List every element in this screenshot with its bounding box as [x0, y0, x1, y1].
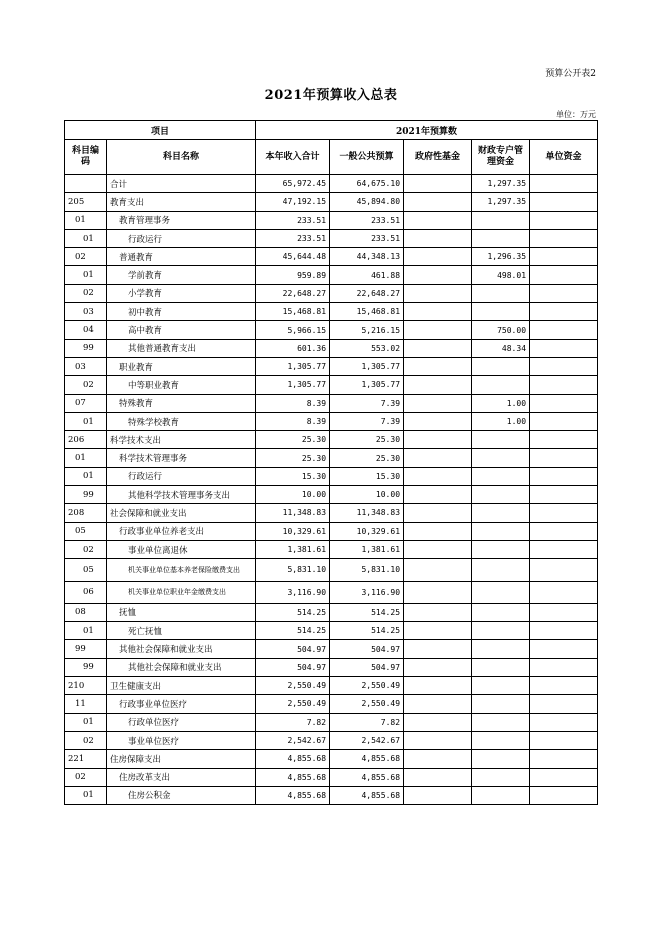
cell-general: 5,831.10: [330, 559, 404, 581]
cell-special: [472, 303, 530, 321]
cell-fund: [404, 193, 472, 211]
cell-special: [472, 768, 530, 786]
cell-special: [472, 504, 530, 522]
cell-total: 2,542.67: [256, 731, 330, 749]
cell-name: 事业单位医疗: [107, 731, 256, 749]
cell-special: [472, 376, 530, 394]
cell-unit: [530, 622, 598, 640]
cell-total: 504.97: [256, 640, 330, 658]
cell-unit: [530, 695, 598, 713]
cell-name: 抚恤: [107, 603, 256, 621]
cell-unit: [530, 248, 598, 266]
table-row: [65, 467, 598, 485]
cell-general: 7.39: [330, 394, 404, 412]
cell-name: 特殊教育: [107, 394, 256, 412]
cell-unit: [530, 357, 598, 375]
table-row: [65, 303, 598, 321]
cell-general: 553.02: [330, 339, 404, 357]
cell-special: 1,297.35: [472, 175, 530, 193]
cell-name: 职业教育: [107, 357, 256, 375]
cell-fund: [404, 303, 472, 321]
cell-unit: [530, 603, 598, 621]
table-row: [65, 731, 598, 749]
table-row: [65, 412, 598, 430]
table-row: [65, 658, 598, 676]
cell-total: 11,348.83: [256, 504, 330, 522]
cell-fund: [404, 467, 472, 485]
table-row: [65, 376, 598, 394]
cell-total: 4,855.68: [256, 750, 330, 768]
cell-name: 行政运行: [107, 467, 256, 485]
cell-total: 5,831.10: [256, 559, 330, 581]
cell-code: 02: [65, 731, 107, 749]
cell-code: 01: [65, 622, 107, 640]
cell-general: 1,305.77: [330, 357, 404, 375]
cell-code: [65, 175, 107, 193]
cell-total: 504.97: [256, 658, 330, 676]
cell-special: [472, 559, 530, 581]
cell-special: 1,297.35: [472, 193, 530, 211]
unit-label: 单位：万元: [556, 110, 596, 119]
cell-code: 99: [65, 640, 107, 658]
cell-special: [472, 229, 530, 247]
cell-unit: [530, 658, 598, 676]
col-header-general: 一般公共预算: [330, 140, 404, 175]
table-row: [65, 540, 598, 558]
table-row: [65, 581, 598, 603]
cell-total: 1,305.77: [256, 357, 330, 375]
table-row: [65, 449, 598, 467]
cell-general: 3,116.90: [330, 581, 404, 603]
table-row: [65, 284, 598, 302]
table-row: [65, 768, 598, 786]
cell-unit: [530, 640, 598, 658]
cell-special: [472, 622, 530, 640]
cell-fund: [404, 677, 472, 695]
cell-fund: [404, 486, 472, 504]
cell-fund: [404, 768, 472, 786]
cell-unit: [530, 175, 598, 193]
cell-special: [472, 750, 530, 768]
cell-code: 02: [65, 284, 107, 302]
cell-name: 机关事业单位基本养老保险缴费支出: [107, 559, 256, 581]
cell-unit: [530, 522, 598, 540]
cell-unit: [530, 486, 598, 504]
cell-total: 514.25: [256, 622, 330, 640]
cell-name: 住房保障支出: [107, 750, 256, 768]
cell-code: 205: [65, 193, 107, 211]
cell-fund: [404, 412, 472, 430]
cell-code: 01: [65, 713, 107, 731]
cell-fund: [404, 248, 472, 266]
cell-total: 5,966.15: [256, 321, 330, 339]
cell-general: 10.00: [330, 486, 404, 504]
cell-fund: [404, 211, 472, 229]
cell-name: 科学技术管理事务: [107, 449, 256, 467]
cell-general: 64,675.10: [330, 175, 404, 193]
cell-special: [472, 486, 530, 504]
cell-unit: [530, 211, 598, 229]
cell-code: 05: [65, 559, 107, 581]
cell-code: 01: [65, 229, 107, 247]
cell-total: 4,855.68: [256, 786, 330, 804]
table-row: [65, 357, 598, 375]
table-row: [65, 175, 598, 193]
cell-code: 99: [65, 658, 107, 676]
cell-unit: [530, 467, 598, 485]
cell-unit: [530, 229, 598, 247]
cell-special: [472, 786, 530, 804]
cell-code: 221: [65, 750, 107, 768]
cell-general: 514.25: [330, 622, 404, 640]
cell-code: 08: [65, 603, 107, 621]
group-header-budget: 2021年预算数: [256, 121, 598, 140]
cell-unit: [530, 750, 598, 768]
cell-code: 01: [65, 266, 107, 284]
cell-fund: [404, 540, 472, 558]
cell-total: 65,972.45: [256, 175, 330, 193]
cell-unit: [530, 504, 598, 522]
cell-general: 233.51: [330, 211, 404, 229]
form-code: 预算公开表2: [545, 69, 596, 79]
cell-general: 5,216.15: [330, 321, 404, 339]
cell-general: 1,381.61: [330, 540, 404, 558]
cell-general: 45,894.80: [330, 193, 404, 211]
cell-fund: [404, 339, 472, 357]
cell-name: 事业单位离退休: [107, 540, 256, 558]
cell-general: 7.82: [330, 713, 404, 731]
cell-fund: [404, 622, 472, 640]
table-row: [65, 622, 598, 640]
cell-total: 514.25: [256, 603, 330, 621]
cell-code: 01: [65, 412, 107, 430]
cell-fund: [404, 713, 472, 731]
cell-unit: [530, 731, 598, 749]
cell-total: 2,550.49: [256, 677, 330, 695]
cell-general: 25.30: [330, 431, 404, 449]
cell-fund: [404, 522, 472, 540]
table-row: [65, 248, 598, 266]
cell-total: 8.39: [256, 394, 330, 412]
page-title: 2021年预算收入总表: [264, 88, 398, 103]
cell-name: 卫生健康支出: [107, 677, 256, 695]
cell-name: 科学技术支出: [107, 431, 256, 449]
cell-name: 教育管理事务: [107, 211, 256, 229]
table-row: [65, 603, 598, 621]
cell-code: 04: [65, 321, 107, 339]
cell-general: 15,468.81: [330, 303, 404, 321]
cell-general: 10,329.61: [330, 522, 404, 540]
cell-total: 15.30: [256, 467, 330, 485]
cell-unit: [530, 266, 598, 284]
cell-name: 小学教育: [107, 284, 256, 302]
cell-fund: [404, 640, 472, 658]
cell-unit: [530, 581, 598, 603]
cell-code: 06: [65, 581, 107, 603]
cell-name: 其他科学技术管理事务支出: [107, 486, 256, 504]
cell-total: 22,648.27: [256, 284, 330, 302]
cell-special: [472, 640, 530, 658]
cell-name: 学前教育: [107, 266, 256, 284]
cell-total: 4,855.68: [256, 768, 330, 786]
cell-total: 45,644.48: [256, 248, 330, 266]
cell-special: 48.34: [472, 339, 530, 357]
cell-total: 25.30: [256, 431, 330, 449]
cell-unit: [530, 540, 598, 558]
cell-unit: [530, 768, 598, 786]
cell-total: 2,550.49: [256, 695, 330, 713]
cell-general: 2,542.67: [330, 731, 404, 749]
cell-unit: [530, 412, 598, 430]
cell-total: 47,192.15: [256, 193, 330, 211]
cell-name: 死亡抚恤: [107, 622, 256, 640]
cell-general: 4,855.68: [330, 786, 404, 804]
cell-general: 461.88: [330, 266, 404, 284]
cell-special: [472, 713, 530, 731]
table-row: [65, 786, 598, 804]
cell-special: [472, 695, 530, 713]
table-row: [65, 695, 598, 713]
cell-unit: [530, 284, 598, 302]
cell-total: 10,329.61: [256, 522, 330, 540]
cell-name: 行政事业单位医疗: [107, 695, 256, 713]
cell-code: 01: [65, 786, 107, 804]
cell-name: 普通教育: [107, 248, 256, 266]
cell-code: 01: [65, 211, 107, 229]
cell-name: 其他社会保障和就业支出: [107, 658, 256, 676]
cell-fund: [404, 603, 472, 621]
cell-total: 15,468.81: [256, 303, 330, 321]
cell-unit: [530, 449, 598, 467]
cell-unit: [530, 786, 598, 804]
cell-unit: [530, 376, 598, 394]
cell-name: 合计: [107, 175, 256, 193]
table-row: [65, 750, 598, 768]
cell-fund: [404, 786, 472, 804]
cell-special: [472, 211, 530, 229]
table-row: [65, 713, 598, 731]
table-row: [65, 266, 598, 284]
cell-special: [472, 449, 530, 467]
cell-fund: [404, 750, 472, 768]
table-row: [65, 211, 598, 229]
cell-special: [472, 658, 530, 676]
cell-total: 8.39: [256, 412, 330, 430]
cell-special: [472, 431, 530, 449]
cell-code: 03: [65, 357, 107, 375]
cell-total: 1,305.77: [256, 376, 330, 394]
cell-unit: [530, 713, 598, 731]
cell-code: 206: [65, 431, 107, 449]
cell-special: 750.00: [472, 321, 530, 339]
cell-code: 05: [65, 522, 107, 540]
cell-name: 行政事业单位养老支出: [107, 522, 256, 540]
column-header-row: [65, 140, 598, 175]
cell-name: 特殊学校教育: [107, 412, 256, 430]
table-row: [65, 559, 598, 581]
cell-code: 03: [65, 303, 107, 321]
cell-name: 机关事业单位职业年金缴费支出: [107, 581, 256, 603]
cell-special: [472, 677, 530, 695]
cell-total: 959.89: [256, 266, 330, 284]
cell-fund: [404, 394, 472, 412]
table-row: [65, 431, 598, 449]
cell-general: 4,855.68: [330, 750, 404, 768]
cell-code: 02: [65, 768, 107, 786]
cell-fund: [404, 449, 472, 467]
cell-fund: [404, 284, 472, 302]
cell-total: 601.36: [256, 339, 330, 357]
col-header-name: 科目名称: [107, 140, 256, 175]
cell-unit: [530, 677, 598, 695]
cell-fund: [404, 695, 472, 713]
cell-fund: [404, 376, 472, 394]
cell-fund: [404, 175, 472, 193]
cell-special: [472, 522, 530, 540]
cell-total: 233.51: [256, 229, 330, 247]
table-row: [65, 640, 598, 658]
table-row: [65, 504, 598, 522]
cell-general: 7.39: [330, 412, 404, 430]
cell-code: 07: [65, 394, 107, 412]
cell-name: 初中教育: [107, 303, 256, 321]
cell-fund: [404, 321, 472, 339]
cell-total: 3,116.90: [256, 581, 330, 603]
col-header-total: 本年收入合计: [256, 140, 330, 175]
cell-name: 中等职业教育: [107, 376, 256, 394]
cell-special: [472, 357, 530, 375]
cell-name: 社会保障和就业支出: [107, 504, 256, 522]
cell-code: 01: [65, 449, 107, 467]
cell-name: 行政单位医疗: [107, 713, 256, 731]
cell-name: 其他社会保障和就业支出: [107, 640, 256, 658]
cell-fund: [404, 559, 472, 581]
cell-fund: [404, 658, 472, 676]
table-body: [65, 175, 598, 805]
cell-general: 1,305.77: [330, 376, 404, 394]
cell-general: 514.25: [330, 603, 404, 621]
cell-total: 7.82: [256, 713, 330, 731]
cell-general: 22,648.27: [330, 284, 404, 302]
cell-code: 01: [65, 467, 107, 485]
table-row: [65, 394, 598, 412]
cell-code: 02: [65, 540, 107, 558]
group-header-row: [65, 121, 598, 140]
cell-total: 25.30: [256, 449, 330, 467]
table-row: [65, 339, 598, 357]
table-row: [65, 229, 598, 247]
cell-unit: [530, 303, 598, 321]
cell-general: 233.51: [330, 229, 404, 247]
table-row: [65, 677, 598, 695]
cell-name: 行政运行: [107, 229, 256, 247]
cell-code: 02: [65, 248, 107, 266]
cell-name: 高中教育: [107, 321, 256, 339]
cell-special: [472, 284, 530, 302]
table-row: [65, 486, 598, 504]
cell-special: [472, 603, 530, 621]
cell-total: 1,381.61: [256, 540, 330, 558]
cell-fund: [404, 229, 472, 247]
cell-general: 25.30: [330, 449, 404, 467]
col-header-special: 财政专户管理资金: [472, 140, 530, 175]
cell-special: [472, 540, 530, 558]
table-row: [65, 522, 598, 540]
cell-special: 1,296.35: [472, 248, 530, 266]
cell-fund: [404, 266, 472, 284]
cell-code: 11: [65, 695, 107, 713]
cell-fund: [404, 431, 472, 449]
budget-income-table: [64, 120, 598, 805]
cell-general: 504.97: [330, 658, 404, 676]
cell-unit: [530, 394, 598, 412]
cell-unit: [530, 193, 598, 211]
cell-special: 1.00: [472, 394, 530, 412]
cell-unit: [530, 339, 598, 357]
cell-name: 教育支出: [107, 193, 256, 211]
col-header-fund: 政府性基金: [404, 140, 472, 175]
cell-fund: [404, 504, 472, 522]
cell-fund: [404, 357, 472, 375]
cell-code: 99: [65, 486, 107, 504]
table-row: [65, 321, 598, 339]
cell-general: 15.30: [330, 467, 404, 485]
cell-general: 44,348.13: [330, 248, 404, 266]
cell-general: 11,348.83: [330, 504, 404, 522]
cell-special: 1.00: [472, 412, 530, 430]
cell-special: [472, 581, 530, 603]
cell-fund: [404, 581, 472, 603]
group-header-item: 项目: [65, 121, 256, 140]
cell-code: 210: [65, 677, 107, 695]
cell-code: 208: [65, 504, 107, 522]
cell-unit: [530, 321, 598, 339]
cell-special: [472, 467, 530, 485]
cell-unit: [530, 559, 598, 581]
cell-general: 4,855.68: [330, 768, 404, 786]
cell-fund: [404, 731, 472, 749]
cell-special: [472, 731, 530, 749]
cell-general: 2,550.49: [330, 677, 404, 695]
cell-special: 498.01: [472, 266, 530, 284]
cell-name: 住房公积金: [107, 786, 256, 804]
col-header-unit: 单位资金: [530, 140, 598, 175]
cell-total: 233.51: [256, 211, 330, 229]
cell-general: 504.97: [330, 640, 404, 658]
cell-name: 住房改革支出: [107, 768, 256, 786]
cell-code: 02: [65, 376, 107, 394]
cell-code: 99: [65, 339, 107, 357]
cell-name: 其他普通教育支出: [107, 339, 256, 357]
cell-unit: [530, 431, 598, 449]
col-header-code: 科目编码: [65, 140, 107, 175]
cell-total: 10.00: [256, 486, 330, 504]
cell-general: 2,550.49: [330, 695, 404, 713]
table-row: [65, 193, 598, 211]
